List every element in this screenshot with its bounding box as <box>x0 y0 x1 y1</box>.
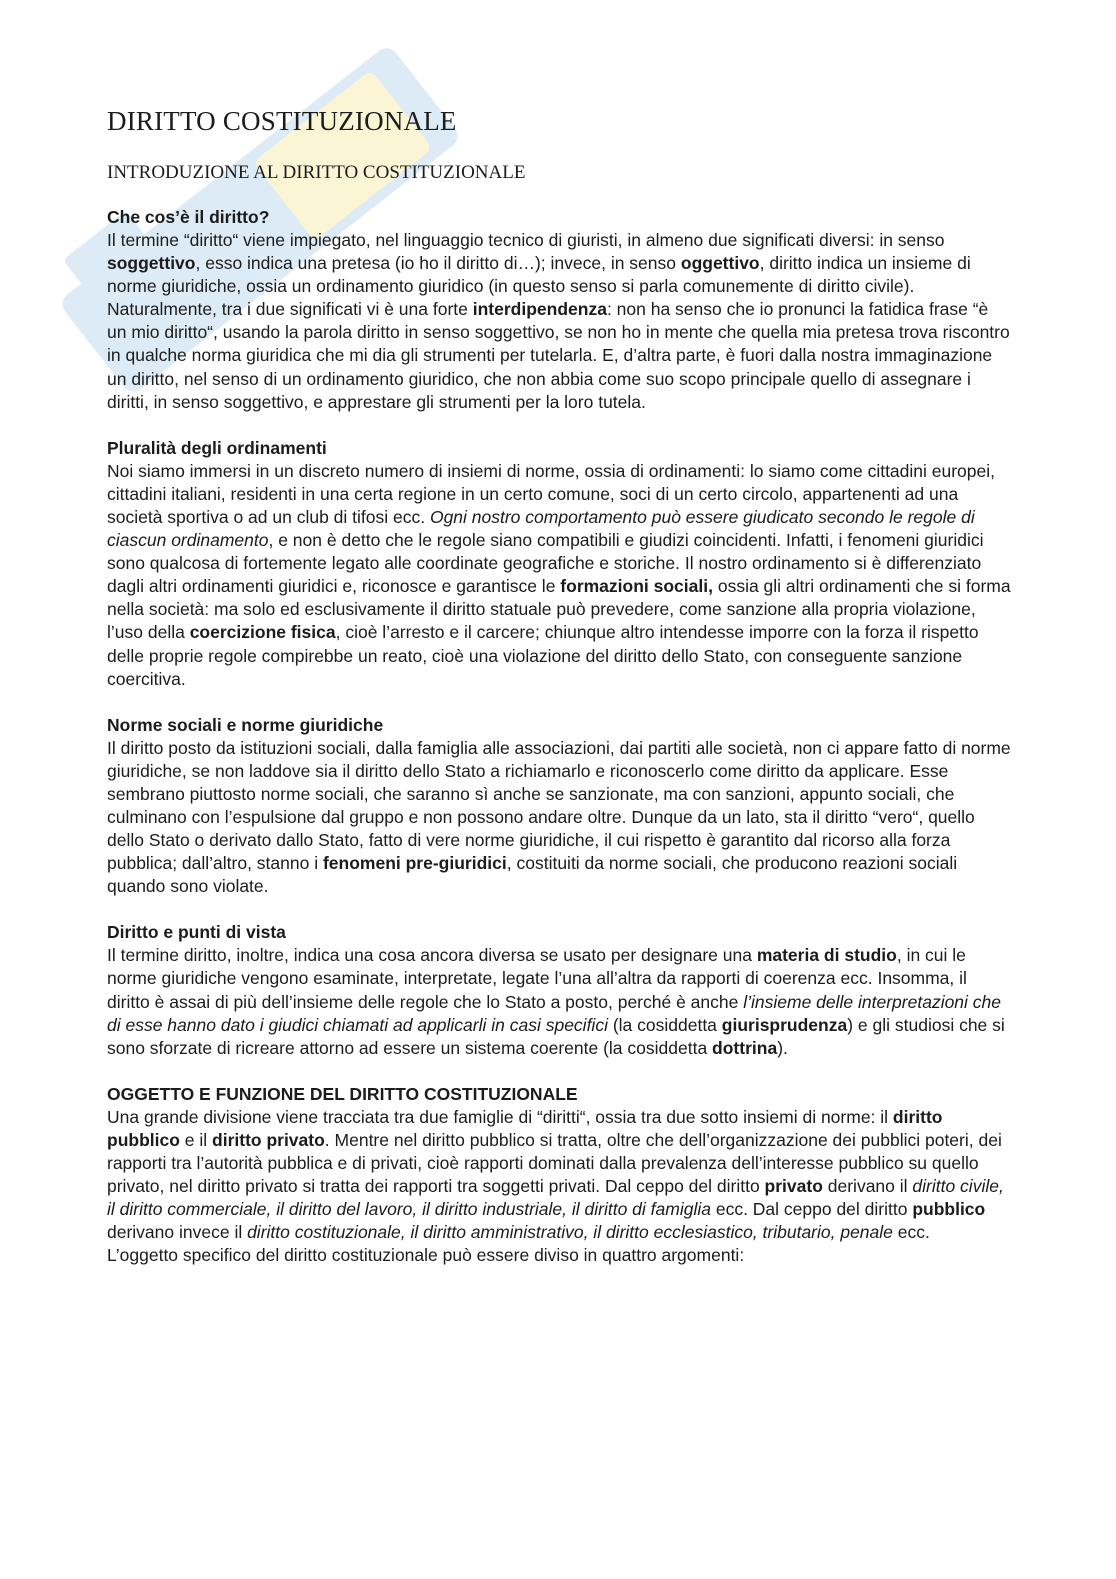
text-run: , e non è detto che le regole siano compatibili e giudizi coincidenti. Infatti, i fenomeni giuridici sono qualcosa di fortemente legato alle coordinate geografiche e storiche. Il nostro ordinamento si è differenziato dagli altri ordinamenti giuridici e, riconosce e garantisce le <box>107 530 984 597</box>
bold-term: pubblico <box>912 1199 986 1220</box>
text-run: (la cosiddetta <box>607 1014 722 1035</box>
italic-phrase: l’insieme delle interpretazioni che di esse hanno dato i giudici chiamati ad applicarli in casi specifici <box>107 991 1002 1035</box>
section-oggetto-e-funzione <box>107 1083 1012 1268</box>
document-subtitle: INTRODUZIONE AL DIRITTO COSTITUZIONALE <box>107 162 526 183</box>
bold-term: soggettivo <box>107 253 196 274</box>
text-run: ossia gli altri ordinamenti che si forma nella società: ma solo ed esclusivamente il diritto statuale può prevedere, come sanzione alla propria violazione, l’uso della <box>107 576 1011 643</box>
text-run: , esso indica una pretesa (io ho il diritto di…); invece, in senso <box>195 253 681 274</box>
text-run: . Mentre nel diritto pubblico si tratta, oltre che dell’organizzazione dei pubblici poteri, dei rapporti tra l’autorità pubblica e di privati, cioè rapporti dominati dalla prevalenza dell’interesse pubblico su quello privato, nel diritto privato si tratta dei rapporti tra soggetti privati. Dal ceppo del diritto <box>107 1129 1002 1197</box>
bold-term: diritto privato <box>212 1129 325 1150</box>
text-run: , cioè l’arresto e il carcere; chiunque altro intendesse imporre con la forza il rispetto delle proprie regole compirebbe un reato, cioè una violazione del diritto dello Stato, con conseguente sanzione coercitiva. <box>107 622 979 689</box>
text-run: Il termine diritto, inoltre, indica una cosa ancora diversa se usato per designare una <box>107 945 757 966</box>
bold-term: dottrina <box>712 1037 778 1058</box>
section-pluralita-degli-ordinamenti <box>107 437 1012 691</box>
text-run: ecc. Dal ceppo del diritto <box>710 1199 913 1220</box>
section-diritto-e-punti-di-vista <box>107 921 1012 1059</box>
section-extra-line: L’oggetto specifico del diritto costituzionale può essere diviso in quattro argomenti: <box>107 1245 745 1266</box>
text-run: Il diritto posto da istituzioni sociali, dalla famiglia alle associazioni, dai partiti alle società, non ci appare fatto di norme giuridiche, se non laddove sia il diritto dello Stato a richiamarlo e riconoscerlo come diritto da applicare. Esse sembrano piuttosto norme sociali, che saranno sì anche se sanzionate, ma con sanzioni, appunto sociali, che culminano con l’espulsione dal gruppo e non possono andare oltre. Dunque da un lato, sta il diritto “vero“, quello dello Stato o derivato dallo Stato, fatto di vere norme giuridiche, il cui rispetto è garantito dal ricorso alla forza pubblica; dall’altro, stanno i <box>107 737 1011 874</box>
bold-term: oggettivo <box>680 253 760 274</box>
bold-term: giurisprudenza <box>721 1014 848 1035</box>
section-heading: Diritto e punti di vista <box>107 922 286 943</box>
italic-phrase: diritto costituzionale, il diritto amministrativo, il diritto ecclesiastico, tributario, penale <box>247 1222 893 1243</box>
section-heading: OGGETTO E FUNZIONE DEL DIRITTO COSTITUZIONALE <box>107 1083 578 1104</box>
italic-phrase: Ogni nostro comportamento può essere giudicato secondo le regole di ciascun ordinamento <box>107 506 975 551</box>
section-heading: Norme sociali e norme giuridiche <box>107 714 384 735</box>
bold-term: materia di studio <box>756 945 897 966</box>
text-run: : non ha senso che io pronunci la fatidica frase “è un mio diritto“, usando la parola diritto in senso soggettivo, se non ho in mente che quella mia pretesa trova riscontro in qualche norma giuridica che mi dia gli strumenti per tutelarla. E, d’altra parte, è fuori dalla nostra immaginazione un diritto, nel senso di un ordinamento giuridico, che non abbia come suo scopo principale quello di assegnare i diritti, in senso soggettivo, e apprestare gli strumenti per la loro tutela. <box>107 299 1010 412</box>
document-content <box>107 106 1012 1290</box>
section-paragraph <box>107 1106 1012 1245</box>
text-run: Il termine “diritto“ viene impiegato, nel linguaggio tecnico di giuristi, in almeno due significati diversi: in senso <box>107 230 945 250</box>
bold-term: formazioni sociali, <box>560 576 713 597</box>
section-che-cos-e-il-diritto <box>107 206 1012 414</box>
section-paragraph <box>107 460 1012 691</box>
text-run: ecc. <box>892 1222 930 1243</box>
italic-phrase: diritto civile, il diritto commerciale, il diritto del lavoro, il diritto industriale, il diritto di famiglia <box>107 1176 1004 1220</box>
section-norme-sociali <box>107 714 1012 899</box>
text-run: , diritto indica un insieme di norme giuridiche, ossia un ordinamento giuridico (in questo senso si parla comunemente di diritto civile). Naturalmente, tra i due significati vi è una forte <box>107 253 971 320</box>
section-heading: Pluralità degli ordinamenti <box>107 437 327 458</box>
text-run: , in cui le norme giuridiche vengono esaminate, interpretate, legate l’una all’altra da rapporti di coerenza ecc. Insomma, il diritto è assai di più dell’insieme delle regole che lo Stato a posto, perché è anche <box>107 945 967 1012</box>
text-run: derivano il <box>822 1176 913 1197</box>
bold-term: privato <box>764 1176 823 1197</box>
text-run: ) e gli studiosi che si sono sforzate di ricreare attorno ad essere un sistema coerente (la cosiddetta <box>107 1014 1005 1058</box>
bold-term: fenomeni pre-giuridici <box>322 853 507 874</box>
text-run: Noi siamo immersi in un discreto numero di insiemi di norme, ossia di ordinamenti: lo siamo come cittadini europei, cittadini italiani, residenti in una certa regione in un certo comune, soci di un certo circolo, appartenenti ad una società sportiva o ad un club di tifosi ecc. <box>107 460 996 527</box>
text-run: , costituiti da norme sociali, che producono reazioni sociali quando sono violate. <box>107 853 958 897</box>
section-paragraph <box>107 737 1012 899</box>
section-heading: Che cos’è il diritto? <box>107 207 270 227</box>
section-paragraph <box>107 944 1012 1059</box>
bold-term: diritto pubblico <box>107 1106 943 1150</box>
text-run: Una grande divisione viene tracciata tra due famiglie di “diritti“, ossia tra due sotto insiemi di norme: il <box>107 1106 893 1127</box>
text-run: e il <box>179 1129 213 1150</box>
text-run: ). <box>777 1037 788 1058</box>
section-paragraph <box>107 229 1012 414</box>
bold-term: interdipendenza <box>472 299 607 320</box>
document-title: DIRITTO COSTITUZIONALE <box>107 106 457 136</box>
text-run: derivano invece il <box>107 1222 248 1243</box>
bold-term: coercizione fisica <box>189 622 336 643</box>
